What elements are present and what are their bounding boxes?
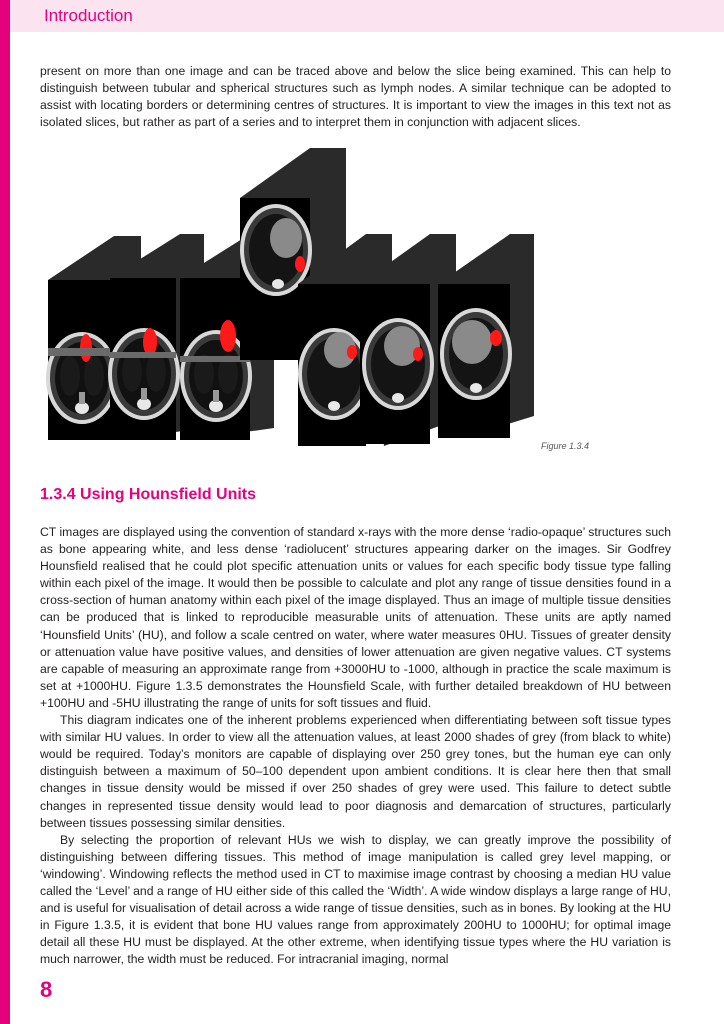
ct-slices-illustration [40, 138, 640, 456]
body-text [40, 524, 671, 968]
page-number: 8 [40, 977, 53, 1002]
body-paragraph-1: CT images are displayed using the convention of standard x-rays with the more dense ‘radio-opaque’ structures such as bone appearing white, and less dense ‘radiolucent’ structures appearing darker on the images. Sir Godfrey Hounsfield realised that he could plot specific attenuation units or values for each specific body tissue type falling within each pixel of the image. It would then be possible to calculate and plot any range of tissue densities found in a cross-section of human anatomy within each pixel of the image displayed. Thus an image of multiple tissue densities can be produced that is linked to reproducible measurable units of attenuation. These units are aptly named ‘Hounsfield Units’ (HU), and follow a scale centred on water, where water measures 0HU. Tissues of greater density or attenuation value have positive values, and densities of lower attenuation are given negative values. CT systems are capable of measuring an approximate range from +3000HU to -1000, although in practice the scale maximum is set at +1000HU. Figure 1.3.5 demonstrates the Hounsfield Scale, with further detailed breakdown of HU between +100HU and -5HU illustrating the range of units for soft tissues and fluid. [40, 525, 671, 710]
section-heading: 1.3.4 Using Hounsfield Units [40, 486, 257, 503]
body-paragraph-3: By selecting the proportion of relevant HUs we wish to display, we can greatly improve the possibility of distinguishing between differing tissues. This method of image manipulation is called grey level mapping, or ‘windowing’. Windowing reflects the method used in CT to maximise image contrast by choosing a median HU value called the ‘Level’ and a range of HU either side of this called the ‘Width’. A wide window displays a large range of HU, and is useful for visualisation of detail across a wide range of tissue densities, such as in bones. By looking at the HU in Figure 1.3.5, it is evident that bone HU values range from approximately 200HU to 1000HU; for optimal image detail all these HU must be displayed. At the other extreme, when identifying tissue types where the HU variation is much narrower, the width must be reduced. For intracranial imaging, normal [40, 832, 671, 967]
figure-caption: Figure 1.3.4 [541, 441, 590, 451]
body-paragraph-2: This diagram indicates one of the inherent problems experienced when differentiating between soft tissue types with similar HU values. In order to view all the attenuation values, at least 2000 shades of grey (from black to white) would be required. Today’s monitors are capable of displaying over 250 grey tones, but the human eye can only distinguish between a maximum of 50–100 dependent upon ambient conditions. It is clear here then that small changes in tissue density would be missed if over 250 shades of grey were used. This failure to detect subtle changes in represented tissue density would lead to poor diagnosis and demarcation of structures, particularly between tissues possessing similar densities. [40, 713, 671, 830]
ct-slice-series-figure [40, 138, 640, 456]
intro-paragraph: present on more than one image and can be traced above and below the slice being examined. This can help to distinguish between tubular and spherical structures such as lymph nodes. A similar technique can be adopted to assist with locating borders or determining centres of structures. It is important to view the images in this text not as isolated slices, but rather as part of a series and to interpret them in conjunction with adjacent slices. [40, 64, 671, 130]
running-header-title: Introduction [44, 6, 133, 25]
page-edge-bar [0, 0, 10, 1024]
